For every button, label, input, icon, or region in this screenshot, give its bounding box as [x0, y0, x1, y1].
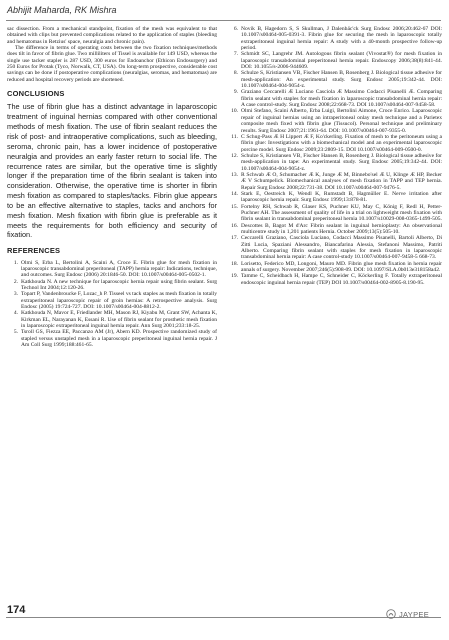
reference-number: 17.	[231, 235, 238, 242]
reference-item	[7, 279, 217, 292]
reference-item	[226, 153, 442, 172]
reference-number: 3.	[13, 291, 18, 298]
reference-text: Tsroll GS, Fiezza EE, Paccanzo AM (Jr), Abern KD. Prospective randomized study of stapled versus unstapled mesh in a laparoscopic preperitoneal inguinal hernia repair. J Am Coll Surg 1999;188:461-65.	[21, 329, 217, 349]
reference-item	[226, 134, 442, 153]
publisher-logo-icon	[386, 609, 396, 619]
reference-item	[226, 172, 442, 191]
conclusions-heading: CONCLUSIONS	[7, 89, 65, 99]
reference-number: 15.	[231, 203, 238, 210]
reference-text: Stark E, Oestreich K, Wendl K, Rumstadt B, Hagmüller E. Nerve irritation after laparoscopic hernia repair. Surg Endosc 1999;13:878-81.	[241, 190, 442, 204]
reference-number: 1.	[13, 259, 18, 266]
body-paragraph: The difference in terms of operating costs between the two fixation techniques/methods does tilt in favor of fibrin glue. Two milliliters of Tissel is available for 149 USD, whereas the single use tacker stapler is 287 USD, 300 euros for Endoanchor (Ethicon Endosurgery) and 250 Euros for Protak (Tyco, Norwalk, CT, USA). On long-term prospective, considerable cost savings can be done if postoperative complications (neuralgias, seromas, and hematomas) are reduced and hospital recovery periods are shortened.	[7, 45, 217, 83]
reference-number: 16.	[231, 222, 238, 229]
reference-text: Olmi S, Erba L, Bertolini A, Scaini A, Croce E. Fibrin glue for mesh fixation in laparoscopic transabdominal preperitoneal (TAPP) hernia repair: Indications, technique, and outcomes. Surg Endosc (2006) 20:1846-50. DOI: 10.1007/s00464-005-0502-1.	[21, 259, 217, 279]
reference-item	[226, 108, 442, 133]
reference-text: Lorisetto, Federico MD, Longoni, Mauro MD. Fibrin glue mesh fixation in hernia repair annals of surgery. November 2007;246(5):908-09. DOI: 10.1097/SLA.0b013e318158a42.	[241, 260, 442, 274]
reference-number: 6.	[233, 26, 238, 32]
reference-item	[226, 70, 442, 89]
reference-text: Novik B, Hagedorn S, S Skullman, J Dalenbäc'ck Surg Endosc 2006;20:462-67 DOI: 10.1007/s00464-005-0391-3. Fibrin glue for securing the mesh in laparoscopic totally extraperitoneal inguinal hernia repair: A study with a 40-month prospective follow-up period.	[241, 26, 442, 52]
reference-text: Schulze S, Kristiansen VB, Fischer Hansen B, Rosenberg J. Biological tissue adhesive for mesh-application: An experimental study. Surg Endosc 2005;19:342-44. DOI: 10.1007/s00464-004-9054-z.	[241, 70, 442, 90]
reference-number: 8.	[233, 70, 238, 77]
reference-number: 4.	[13, 310, 18, 317]
reference-text: Graziano Ceccarelli Æ Luciano Casciola Æ Massimo Codacci Pisanelli Æ. Comparing fibrin sealant with staples for mesh fixation in laparoscopic transabdominal hernia repair: A case control-study. Surg Endosc 2008;22:668-73. DOI 10.1007/s00464-007-9458-58.	[241, 89, 442, 109]
conclusions-text: The use of fibrin glue has a distinct advantage in laparoscopic treatment of inguinal hernias compared with other conventional methods of mesh fixation. The use of fibrin sealant reduces the risk of post- and intraoperative complications, such as bleeding, seroma, chronic pain, has a lower incidence of postoperative neuralgia and provides an early faster return to social life. The recurrence rates are similar, but the operative time is slightly longer if the preparation time of the fibrin sealant is taken into consideration. Otherwise, the operative time is shorter in fibrin mesh fixation as compared to staples/tacks. Fibrin glue appears to be an effective alternative to staples, tacks and anchors for mesh fixation. Mesh fixation with fibrin glue is preferable as it meets the requirements for both efficiency and security of fixation.	[7, 102, 217, 240]
reference-number: 13.	[231, 171, 238, 178]
reference-item	[7, 291, 217, 310]
reference-item	[226, 261, 442, 274]
reference-number: 5.	[13, 329, 18, 336]
reference-number: 18.	[231, 260, 238, 267]
reference-item	[226, 191, 442, 204]
reference-item	[226, 273, 442, 286]
reference-list	[7, 260, 217, 349]
reference-number: 7.	[233, 51, 238, 58]
reference-number: 14.	[231, 190, 238, 197]
reference-item	[226, 26, 442, 51]
reference-text: Descottes B, Bagot M d'Arc Fibrin sealant in inguinal hernioplasty: An observational multicentre study in 1,201 patients Hernia. October 2009;13(5):505-10.	[241, 222, 442, 235]
reference-number: 11.	[231, 133, 238, 140]
reference-number: 10.	[231, 108, 238, 115]
reference-text: Topart P, Vandenbroucke F, Lozac_h P. Tisseel vs tack staples as mesh fixation in totally extraperitoneal laparoscopic repair of groin hernias: A retrospective analysis. Surg Endosc (2005) 19:724-727. DOI: 10.1007/s00464-004-8812-2.	[21, 291, 217, 310]
reference-text: Katkhouda N. A new technique for laparoscopic hernia repair using fibrin sealant. Surg Technol Int 2004;12:120-26.	[21, 278, 217, 291]
body-paragraph: sac dissection. From a mechanical standpoint, fixation of the mesh was equivalent to that obtained with clips but prevented complications related to the application of staples (bleeding and hematomas in Retzius' space, neuralgia and chronic pain).	[7, 26, 217, 45]
reference-number: 9.	[233, 89, 238, 96]
reference-text: Fortelny RH, Schwab R, Glaser KS, Puchner KU, May C, König F, Redl H, Petter-Puchner AH. The assessment of quality of life in a trial on lightweight mesh fixation with fibrin sealant in transabdominal preperitoneal hernia 10.1007/s10029-008-0365-1499-505.	[241, 203, 442, 223]
reference-item	[226, 235, 442, 260]
reference-text: Olmi Stefano, Scaini Alberto, Erba Luigi, Bertolini Aimone, Croce Enrico. Laparoscopic repair of inguinal hernias using an intraperitoneal onlay mesh technique and a Parietex composite mesh fixed with fibrin glue (Tissucol). Personal technique and preliminary results. Surg Endosc 2007;21:1961-64. DOI: 10.1007/s00464-007-9355-0.	[241, 108, 442, 134]
header-divider	[6, 20, 441, 21]
reference-item	[226, 51, 442, 70]
publisher-name: JAYPEE	[399, 609, 430, 619]
reference-number: 2.	[13, 278, 18, 285]
reference-text: R Schwab Æ O, Schumacher Æ K, Junge Æ M, Binnebo'sel Æ U, Klinge Æ HP, Becker Æ V Schumpelick. Biomechanical analyses of mesh fixation in TAPP and TEP hernia. Repair Surg Endosc 2008;22:731-38. DOI 10.1007/s00464-007-9476-5.	[241, 171, 442, 191]
reference-item	[226, 204, 442, 223]
reference-item	[226, 223, 442, 236]
reference-text: Ceccarelli Graziano, Casciola Luciano, Codacci Massimo Pisanelli, Bartoli Alberto, Di Zitti Lucia, Spaziani Alessandro, Biancafarina Alessia, Stefanoni Massimo, Patriti Alberto. Comparing fibrin sealant with staples for mesh fixation in laparoscopic transabdominal hernia repair: A case control-study 10.1007/s00464-007-9458-5 668-73.	[241, 235, 442, 261]
right-column	[226, 26, 442, 286]
reference-text: Katkhouda N, Mavor E, Friedlander MH, Mason RJ, Kiyabu M, Grant SW, Achanta K, Kirkman EL, Narayanan K, Essani R. Use of fibrin sealant for prosthetic mesh fixation in laparoscopic extraperitoneal inguinal hernia repair. Ann Surg 2001;233:18-25.	[21, 310, 217, 330]
left-column	[7, 26, 217, 348]
publisher-logo	[386, 609, 429, 619]
page-number: 174	[7, 604, 26, 616]
reference-item	[7, 310, 217, 329]
reference-number: 19.	[231, 273, 238, 280]
reference-item	[7, 260, 217, 279]
reference-item	[226, 89, 442, 108]
reference-text: C Schug-Pass Æ H Lippert Æ F, Ko'ckerling. Fixation of mesh to the peritoneum using a fibrin glue: Investigations with a biomechanical model and an experimental laparoscopic porcine model. Surg Endosc 2009;23:2809-15. DOI 10.1007/s00464-009-0500-0.	[241, 133, 442, 153]
running-header-authors: Abhijit Maharda, RK Mishra	[7, 5, 117, 15]
reference-text: Schmidt SC, Langrehr JM. Autologous fibrin sealant (Vivostat®) for mesh fixation in laparoscopic transabdominal preperitoneal hernia repair. Endoscopy 2006;38(8):841-44. DOI: 10.1055/s-2006-944609.	[241, 51, 442, 71]
reference-item	[7, 329, 217, 348]
references-heading: REFERENCES	[7, 246, 61, 256]
reference-number: 12.	[231, 152, 238, 159]
reference-text: Tamme C, Scheidbach H, Hampe C, Schneider C, Köckerling F. Totally extraperitoneal endoscopic inguinal hernia repair (TEP) DOI 10.1007/s00464-002-8905-8.190-95.	[241, 273, 442, 286]
reference-text: Schulze S, Kristiansen VB, Fischer Hansen B, Rosenberg J. Biological tissue adhesive for mesh-application in tape: An experimental study. Surg Endosc 2005;19:342-44. DOI: 10.1007/s00464-004-9054-z.	[241, 152, 442, 172]
reference-list	[226, 26, 442, 286]
footer-divider	[6, 617, 441, 618]
